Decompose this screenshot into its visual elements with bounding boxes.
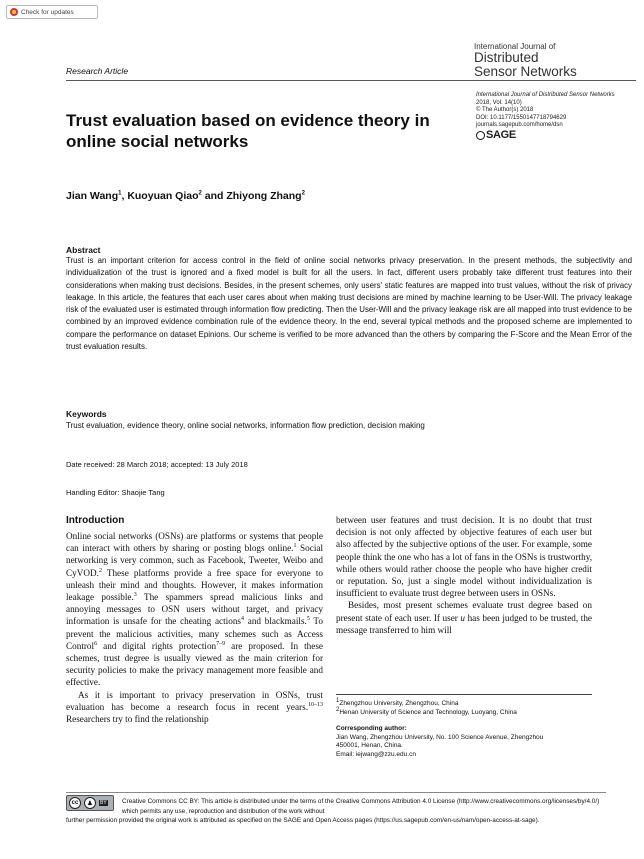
crossmark-icon xyxy=(10,8,18,16)
date-received: Date received: 28 March 2018; accepted: 13 July 2018 xyxy=(66,460,248,469)
corresponding-author-line: 450001, Henan, China. xyxy=(336,742,403,749)
journal-header xyxy=(474,42,634,79)
sage-logo-icon xyxy=(476,131,485,140)
meta-doi[interactable]: DOI: 10.1177/1550147718794629 xyxy=(476,114,567,121)
footnote-divider xyxy=(336,694,592,695)
cc-by-badge[interactable] xyxy=(66,795,114,811)
header-divider xyxy=(66,80,636,81)
sage-logo xyxy=(476,128,636,141)
journal-line-3: Sensor Networks xyxy=(474,64,577,79)
article-type: Research Article xyxy=(66,66,129,76)
citation[interactable]: 10–13 xyxy=(308,701,323,708)
license-text-continued: further permission provided the original work is attributed as specified on the SAGE and Open Access pages (https://us.sagepub.com/en-us/nam/open-access-at-sage). xyxy=(66,817,540,824)
license-text: Creative Commons CC BY: This article is distributed under the terms of the Creative Commons Attribution 4.0 License (http://www.creativecommons.org/licenses/by/4.0/) which permits any use, reproduction and distribution of the work without xyxy=(122,798,600,815)
article-meta xyxy=(476,92,636,140)
section-heading-introduction: Introduction xyxy=(66,515,125,526)
paragraph: Besides, most present schemes evaluate trust degree based on present state of each user. If user u has been judged to be trusted, the message transferred to him will xyxy=(336,600,592,635)
citation[interactable]: 1 xyxy=(293,543,297,550)
by-label: BY xyxy=(100,800,107,806)
journal-line-2: Distributed xyxy=(474,50,539,65)
sage-logo-text: SAGE xyxy=(486,128,516,141)
author-name: Kuoyuan Qiao xyxy=(127,190,199,202)
body-column-right xyxy=(336,514,592,636)
affiliation-marker: 2 xyxy=(301,190,305,197)
citation[interactable]: 6 xyxy=(94,640,98,647)
meta-journal-name: International Journal of Distributed Sensor Networks xyxy=(476,92,615,98)
corresponding-author-line: Jian Wang, Zhengzhou University, No. 100 Science Avenue, Zhengzhou xyxy=(336,733,544,741)
abstract-heading: Abstract xyxy=(66,245,101,255)
affiliation-marker: 2 xyxy=(198,190,202,197)
citation[interactable]: 7–9 xyxy=(216,640,226,647)
keywords-heading: Keywords xyxy=(66,409,107,419)
citation[interactable]: 4 xyxy=(241,616,244,623)
affiliation: $^2$Henan University of Science and Technology, Luoyang, China xyxy=(336,706,517,716)
author-name: Zhiyong Zhang xyxy=(226,190,302,202)
citation[interactable]: 2 xyxy=(98,567,102,574)
author-list xyxy=(66,190,305,202)
body-column-left xyxy=(66,530,323,725)
abstract-text: Trust is an important criterion for access control in the field of online social networks privacy preservation. In the present methods, the subjectivity and individualization of the trust is ignored and a fixed model is built for all the users. In fact, different users probably take different trust features into their considerations when making trust decisions. Besides, in the present schemes, only users' static features are mapped into trust values, without the risk of privacy leakage. In this article, the features that each user cares about when making trust decisions are mined by machine learning to be User-Will. The privacy leakage risk of the evaluated user is estimated through information flow predicting. Then the User-Will and the privacy leakage risk are all mapped into trust evidence to be combined by an improved evidence combination rule of the evidence theory. In the end, several typical methods and the proposed scheme are implemented to compare the performance on dataset Epinions. Our scheme is verified to be more advanced than the others by comparing the F-Score and the Mean Error of the trust evaluation results. xyxy=(66,256,632,352)
person-icon: ♟ xyxy=(84,797,96,809)
check-for-updates-button[interactable] xyxy=(6,5,98,19)
cc-icon: cc xyxy=(69,797,81,809)
keywords-text: Trust evaluation, evidence theory, online social networks, information flow prediction, decision making xyxy=(66,421,425,430)
affiliation: $^1$Zhengzhou University, Zhengzhou, China xyxy=(336,697,459,707)
citation[interactable]: 3 xyxy=(133,591,137,598)
author-separator: , xyxy=(121,190,128,202)
meta-volume: 2018, Vol. 14(10) xyxy=(476,99,522,106)
meta-copyright: © The Author(s) 2018 xyxy=(476,107,534,114)
paragraph: between user features and trust decision. It is no doubt that trust decision is not only affected by objective features of each user but also affected by the subjective options of the user. For example, some people think the one who has a lot of fans in the OSNs is trustworthy, while others would rather choose the people who have higher credit or reputation. So, just a single model without individualization is insufficient to evaluate trust degree between users in OSNs. xyxy=(336,515,592,599)
check-for-updates-label: Check for updates xyxy=(21,8,74,16)
author-name: Jian Wang xyxy=(66,190,119,202)
handling-editor: Handling Editor: Shaojie Tang xyxy=(66,488,165,497)
corresponding-author-heading: Corresponding author: xyxy=(336,725,407,732)
meta-url[interactable]: journals.sagepub.com/home/dsn xyxy=(476,122,563,129)
license-divider xyxy=(66,792,606,793)
affiliation-marker: 1 xyxy=(118,190,122,197)
footnotes xyxy=(336,697,596,759)
citation[interactable]: 5 xyxy=(306,616,310,623)
corresponding-author-email[interactable]: Email: iejwang@zzu.edu.cn xyxy=(336,750,416,758)
paragraph: As it is important to privacy preservation in OSNs, trust evaluation has become a research focus in recent years.$^{10-13}$ Researchers try to find the relationship xyxy=(66,689,323,725)
paragraph: Online social networks (OSNs) are platforms or systems that people can interact with others by sharing or posting blogs online.$^1$ Social networking is very common, such as Facebook, Tweeter, Weibo and CyVOD.$^2$ These platforms provide a free space for everyone to unleash their mind and thoughts. However, it makes information leakage possible.$^3$ The spammers spread malicious links and annoying messages to OSN users without target, and privacy information is unsafe for the cheating actions$^4$ and blackmails.$^5$ To prevent the malicious activities, many schemes such as Access Control$^6$ and digital rights protection$^{7-9}$ are proposed. In these schemes, trust degree is usually viewed as the main criterion for security policies to make the privacy management more feasible and effective. xyxy=(66,531,324,688)
author-separator: and xyxy=(201,190,227,202)
article-title: Trust evaluation based on evidence theory in online social networks xyxy=(66,111,430,151)
journal-line-1: International Journal of xyxy=(474,42,556,51)
